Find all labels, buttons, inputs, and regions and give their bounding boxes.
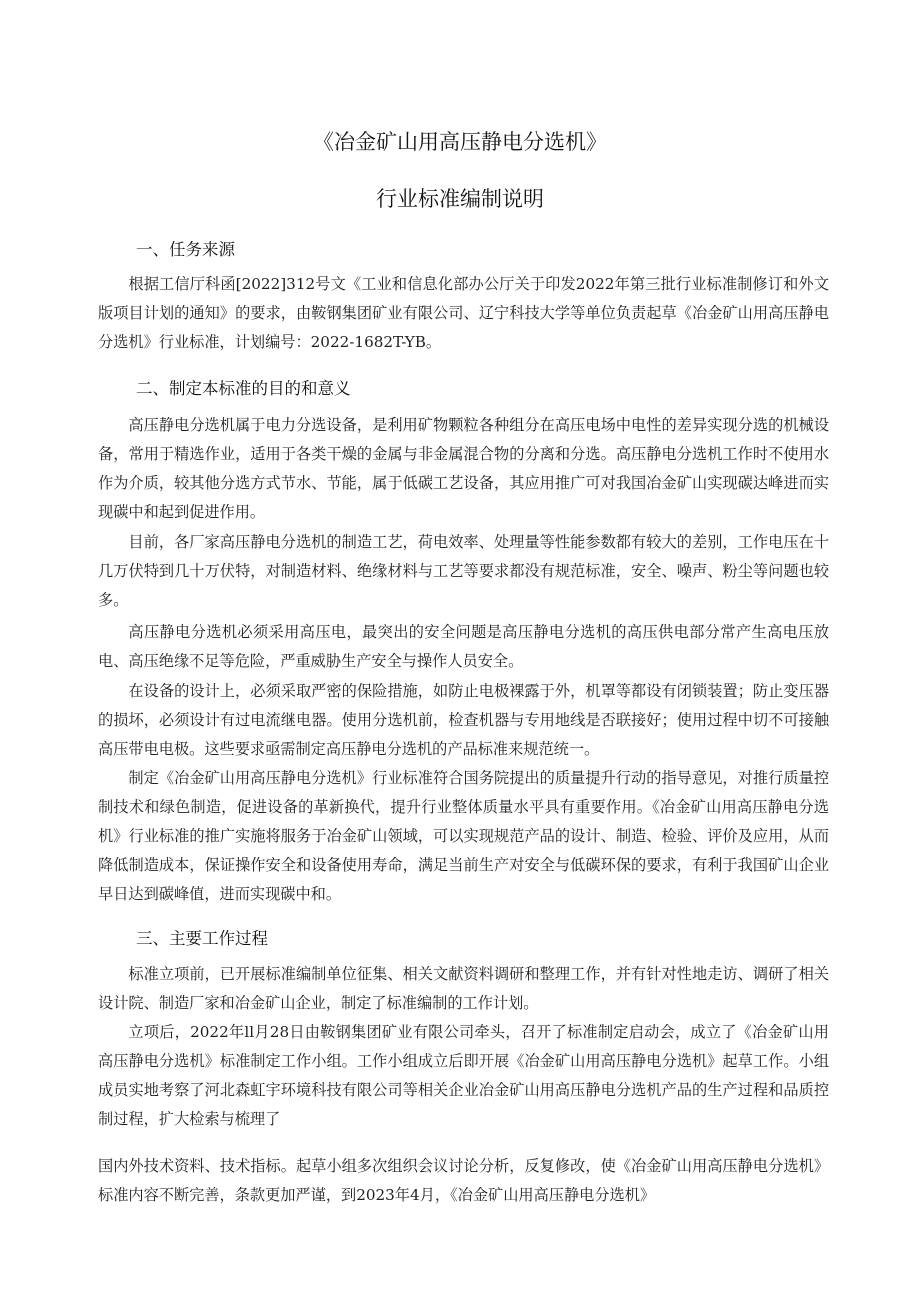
paragraph: 在设备的设计上，必须采取严密的保险措施，如防止电极裸露于外，机罩等都设有闭锁装置；防止变压器的损坏，必须设计有过电流继电器。使用分选机前，检查机器与专用地线是否联接好；使用过程中切不可接触高压带电电极。这些要求亟需制定高压静电分选机的产品标准来规范统一。 xyxy=(98,682,829,758)
section-heading-purpose: 二、制定本标准的目的和意义 xyxy=(136,379,351,398)
paragraph: 国内外技术资料、技术指标。起草小组多次组织会议讨论分析，反复修改，使《冶金矿山用高压静电分选机》标准内容不断完善，条款更加严谨，到2023年4月，《冶金矿山用高压静电分选机》 xyxy=(98,1157,829,1204)
section-heading-work-process: 三、主要工作过程 xyxy=(136,929,268,948)
document-subtitle: 行业标准编制说明 xyxy=(376,187,544,211)
paragraph: 目前，各厂家高压静电分选机的制造工艺，荷电效率、处理量等性能参数都有较大的差别，工作电压在十几万伏特到几十万伏特，对制造材料、绝缘材料与工艺等要求都没有规范标准，安全、噪声、粉尘等问题也较多。 xyxy=(98,533,829,609)
paragraph: 根据工信厅科函[2022]312号文《工业和信息化部办公厅关于印发2022年第三批行业标准制修订和外文版项目计划的通知》的要求，由鞍钢集团矿业有限公司、辽宁科技大学等单位负责起草《冶金矿山用高压静电分选机》行业标准，计划编号：2022-1682T-YB。 xyxy=(98,275,829,351)
paragraph: 高压静电分选机必须采用高压电，最突出的安全问题是高压静电分选机的高压供电部分常产生高电压放电、高压绝缘不足等危险，严重威胁生产安全与操作人员安全。 xyxy=(98,623,829,670)
paragraph: 制定《冶金矿山用高压静电分选机》行业标准符合国务院提出的质量提升行动的指导意见，对推行质量控制技术和绿色制造，促进设备的革新换代，提升行业整体质量水平具有重要作用。《冶金矿山用高压静电分选机》行业标准的推广实施将服务于冶金矿山领域，可以实现规范产品的设计、制造、检验、评价及应用，从而降低制造成本，保证操作安全和设备使用寿命，满足当前生产对安全与低碳环保的要求，有利于我国矿山企业早日达到碳峰值，进而实现碳中和。 xyxy=(98,769,829,903)
paragraph: 高压静电分选机属于电力分选设备，是利用矿物颗粒各种组分在高压电场中电性的差异实现分选的机械设备，常用于精选作业，适用于各类干燥的金属与非金属混合物的分离和分选。高压静电分选机工作时不使用水作为介质，较其他分选方式节水、节能，属于低碳工艺设备，其应用推广可对我国冶金矿山实现碳达峰进而实现碳中和起到促进作用。 xyxy=(98,416,829,521)
paragraph: 立项后，2022年ll月28日由鞍钢集团矿业有限公司牵头，召开了标准制定启动会，成立了《冶金矿山用高压静电分选机》标准制定工作小组。工作小组成立后即开展《冶金矿山用高压静电分选机》起草工作。小组成员实地考察了河北森虹宇环境科技有限公司等相关企业冶金矿山用高压静电分选机产品的生产过程和品质控制过程，扩大检索与梳理了 xyxy=(98,1023,829,1128)
paragraph: 标准立项前，已开展标准编制单位征集、相关文献资料调研和整理工作，并有针对性地走访、调研了相关设计院、制造厂家和冶金矿山企业，制定了标准编制的工作计划。 xyxy=(98,965,829,1012)
section-heading-task-source: 一、任务来源 xyxy=(136,240,235,259)
document-title: 《冶金矿山用高压静电分选机》 xyxy=(313,130,607,154)
